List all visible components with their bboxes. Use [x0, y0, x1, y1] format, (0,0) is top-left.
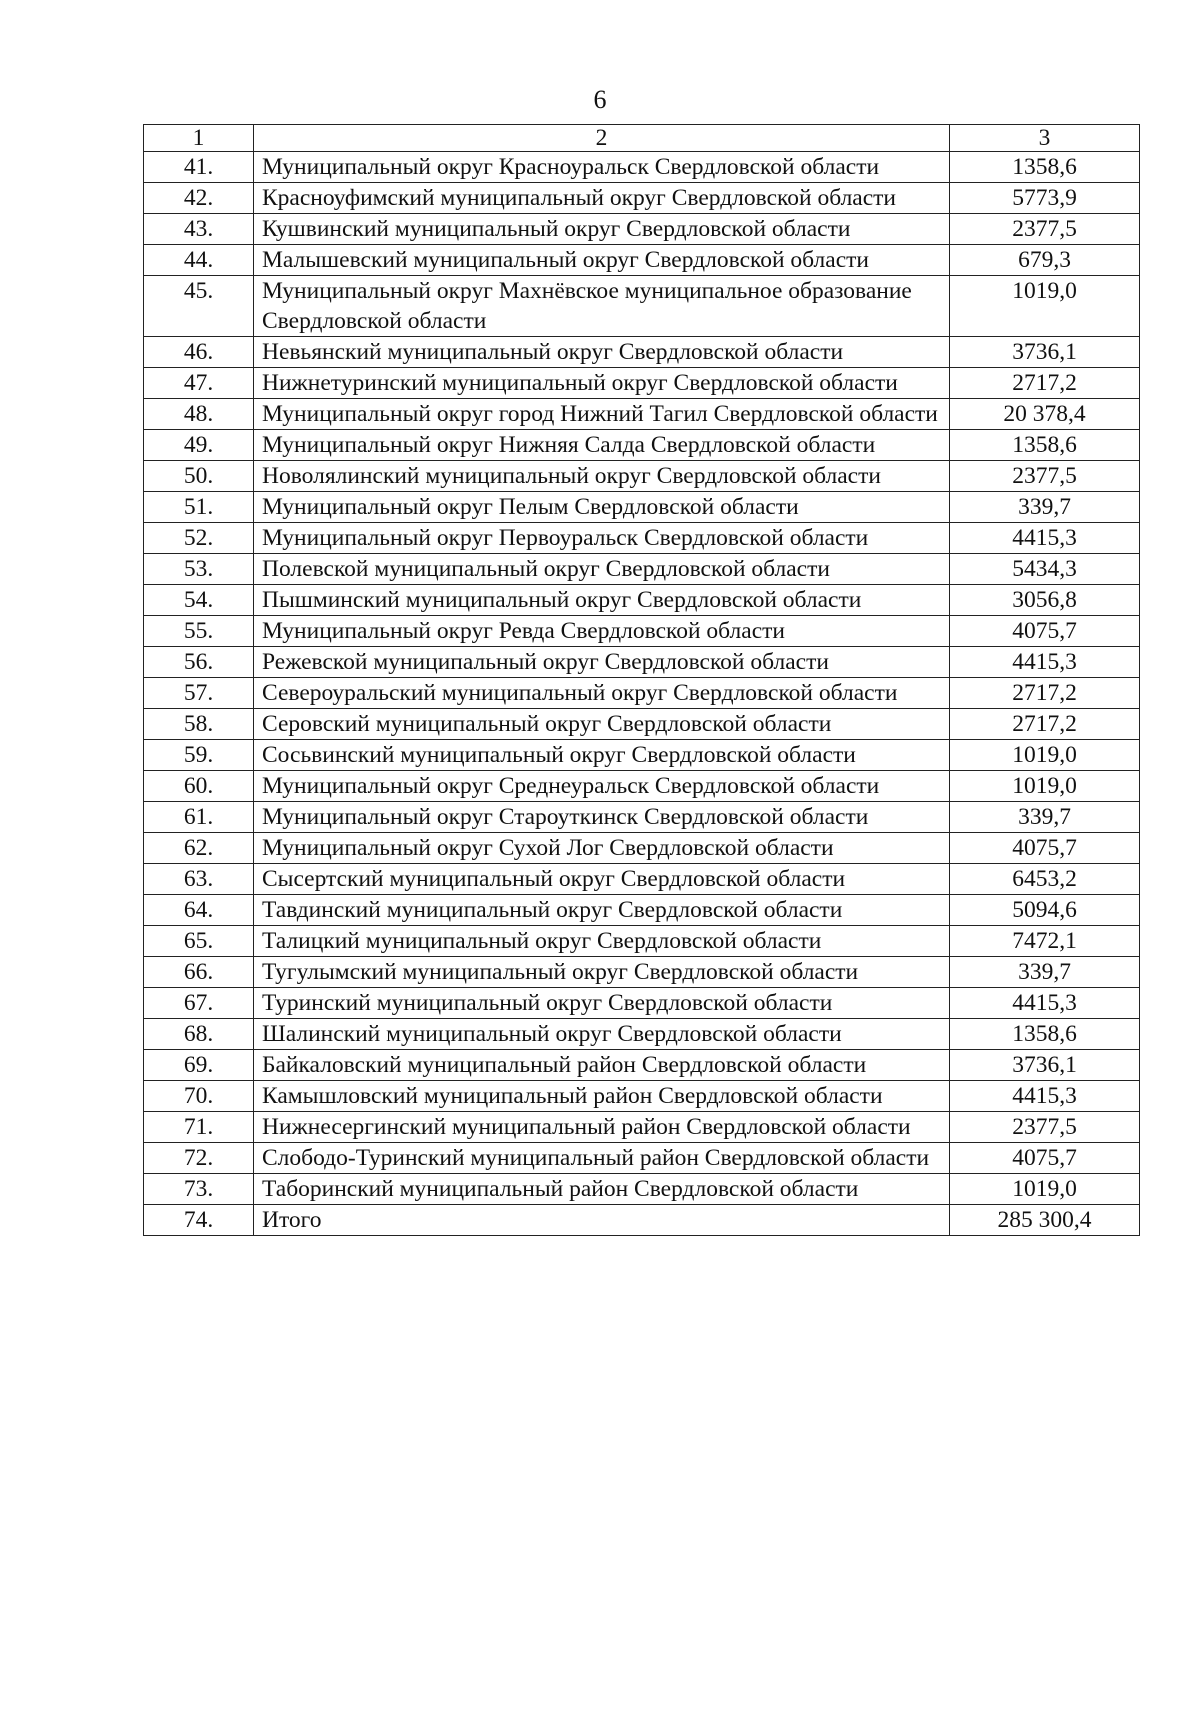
table-row	[144, 616, 1140, 647]
table-row	[144, 771, 1140, 802]
column-header-number: 1	[144, 125, 254, 152]
amount-cell: 2377,5	[950, 214, 1140, 245]
table-row	[144, 337, 1140, 368]
table-row	[144, 461, 1140, 492]
table-row	[144, 988, 1140, 1019]
table-header-row	[144, 125, 1140, 152]
table-row	[144, 214, 1140, 245]
amount-cell: 4415,3	[950, 1081, 1140, 1112]
municipality-name-cell: Муниципальный округ Пелым Свердловской области	[254, 492, 950, 523]
municipality-name-cell: Тугулымский муниципальный округ Свердловской области	[254, 957, 950, 988]
municipality-name-cell: Красноуфимский муниципальный округ Свердловской области	[254, 183, 950, 214]
municipality-name-cell: Нижнесергинский муниципальный район Свердловской области	[254, 1112, 950, 1143]
column-header-name: 2	[254, 125, 950, 152]
row-number-cell: 46.	[144, 337, 254, 368]
table-row	[144, 245, 1140, 276]
municipality-name-cell: Муниципальный округ Сухой Лог Свердловской области	[254, 833, 950, 864]
table-row	[144, 833, 1140, 864]
table-body	[144, 152, 1140, 1236]
amount-cell: 5094,6	[950, 895, 1140, 926]
municipality-name-cell: Североуральский муниципальный округ Свердловской области	[254, 678, 950, 709]
municipality-name-cell: Режевской муниципальный округ Свердловской области	[254, 647, 950, 678]
table-row	[144, 864, 1140, 895]
row-number-cell: 74.	[144, 1205, 254, 1236]
amount-cell: 4075,7	[950, 1143, 1140, 1174]
municipality-name-cell: Муниципальный округ город Нижний Тагил Свердловской области	[254, 399, 950, 430]
table-row	[144, 802, 1140, 833]
row-number-cell: 67.	[144, 988, 254, 1019]
amount-cell: 1358,6	[950, 152, 1140, 183]
municipality-name-cell: Итого	[254, 1205, 950, 1236]
amount-cell: 4075,7	[950, 833, 1140, 864]
municipality-name-cell: Муниципальный округ Махнёвское муниципальное образование Свердловской области	[254, 276, 950, 337]
municipality-name-cell: Камышловский муниципальный район Свердловской области	[254, 1081, 950, 1112]
row-number-cell: 70.	[144, 1081, 254, 1112]
page-number: 6	[593, 85, 607, 114]
table-row	[144, 957, 1140, 988]
municipality-name-cell: Талицкий муниципальный округ Свердловской области	[254, 926, 950, 957]
table-row	[144, 709, 1140, 740]
amount-cell: 1019,0	[950, 276, 1140, 337]
amount-cell: 3736,1	[950, 1050, 1140, 1081]
amount-cell: 1358,6	[950, 430, 1140, 461]
table-row	[144, 1112, 1140, 1143]
table-row	[144, 1050, 1140, 1081]
municipality-name-cell: Пышминский муниципальный округ Свердловской области	[254, 585, 950, 616]
row-number-cell: 64.	[144, 895, 254, 926]
row-number-cell: 60.	[144, 771, 254, 802]
amount-cell: 6453,2	[950, 864, 1140, 895]
table-row	[144, 492, 1140, 523]
municipality-name-cell: Шалинский муниципальный округ Свердловской области	[254, 1019, 950, 1050]
municipality-name-cell: Муниципальный округ Среднеуральск Свердловской области	[254, 771, 950, 802]
table-row	[144, 585, 1140, 616]
amount-cell: 2717,2	[950, 709, 1140, 740]
municipality-name-cell: Малышевский муниципальный округ Свердловской области	[254, 245, 950, 276]
municipality-name-cell: Муниципальный округ Нижняя Салда Свердловской области	[254, 430, 950, 461]
amount-cell: 2377,5	[950, 461, 1140, 492]
table-row	[144, 276, 1140, 337]
amount-cell: 20 378,4	[950, 399, 1140, 430]
row-number-cell: 44.	[144, 245, 254, 276]
row-number-cell: 66.	[144, 957, 254, 988]
amount-cell: 339,7	[950, 957, 1140, 988]
table-row	[144, 1143, 1140, 1174]
row-number-cell: 53.	[144, 554, 254, 585]
row-number-cell: 41.	[144, 152, 254, 183]
row-number-cell: 63.	[144, 864, 254, 895]
municipality-name-cell: Муниципальный округ Староуткинск Свердловской области	[254, 802, 950, 833]
table-row	[144, 368, 1140, 399]
table-row	[144, 183, 1140, 214]
row-number-cell: 49.	[144, 430, 254, 461]
row-number-cell: 56.	[144, 647, 254, 678]
table-row	[144, 740, 1140, 771]
row-number-cell: 48.	[144, 399, 254, 430]
municipality-name-cell: Туринский муниципальный округ Свердловской области	[254, 988, 950, 1019]
table-row	[144, 152, 1140, 183]
amount-cell: 2717,2	[950, 368, 1140, 399]
row-number-cell: 59.	[144, 740, 254, 771]
row-number-cell: 43.	[144, 214, 254, 245]
table-row	[144, 647, 1140, 678]
amount-cell: 4415,3	[950, 647, 1140, 678]
municipality-name-cell: Сысертский муниципальный округ Свердловской области	[254, 864, 950, 895]
table-row	[144, 399, 1140, 430]
municipality-name-cell: Муниципальный округ Ревда Свердловской области	[254, 616, 950, 647]
municipality-name-cell: Слободо-Туринский муниципальный район Свердловской области	[254, 1143, 950, 1174]
table-row	[144, 523, 1140, 554]
table-row	[144, 678, 1140, 709]
table-row	[144, 430, 1140, 461]
table-row	[144, 895, 1140, 926]
municipality-name-cell: Нижнетуринский муниципальный округ Свердловской области	[254, 368, 950, 399]
municipality-name-cell: Таборинский муниципальный район Свердловской области	[254, 1174, 950, 1205]
municipality-name-cell: Новолялинский муниципальный округ Свердловской области	[254, 461, 950, 492]
amount-cell: 2377,5	[950, 1112, 1140, 1143]
row-number-cell: 65.	[144, 926, 254, 957]
amount-cell: 2717,2	[950, 678, 1140, 709]
amount-cell: 4415,3	[950, 523, 1140, 554]
table-row	[144, 1205, 1140, 1236]
municipality-name-cell: Тавдинский муниципальный округ Свердловской области	[254, 895, 950, 926]
amount-cell: 1019,0	[950, 740, 1140, 771]
municipality-name-cell: Полевской муниципальный округ Свердловской области	[254, 554, 950, 585]
amount-cell: 1358,6	[950, 1019, 1140, 1050]
municipality-name-cell: Сосьвинский муниципальный округ Свердловской области	[254, 740, 950, 771]
amount-cell: 7472,1	[950, 926, 1140, 957]
row-number-cell: 52.	[144, 523, 254, 554]
amount-cell: 4075,7	[950, 616, 1140, 647]
amount-cell: 285 300,4	[950, 1205, 1140, 1236]
amount-cell: 339,7	[950, 492, 1140, 523]
table-row	[144, 554, 1140, 585]
table-row	[144, 1174, 1140, 1205]
row-number-cell: 51.	[144, 492, 254, 523]
row-number-cell: 47.	[144, 368, 254, 399]
row-number-cell: 68.	[144, 1019, 254, 1050]
municipality-name-cell: Невьянский муниципальный округ Свердловской области	[254, 337, 950, 368]
row-number-cell: 73.	[144, 1174, 254, 1205]
amount-cell: 4415,3	[950, 988, 1140, 1019]
row-number-cell: 54.	[144, 585, 254, 616]
row-number-cell: 58.	[144, 709, 254, 740]
amount-cell: 3056,8	[950, 585, 1140, 616]
table-row	[144, 1081, 1140, 1112]
allocation-table	[143, 124, 1140, 1236]
row-number-cell: 55.	[144, 616, 254, 647]
amount-cell: 3736,1	[950, 337, 1140, 368]
municipality-name-cell: Серовский муниципальный округ Свердловской области	[254, 709, 950, 740]
table-row	[144, 926, 1140, 957]
row-number-cell: 45.	[144, 276, 254, 337]
table-row	[144, 1019, 1140, 1050]
row-number-cell: 61.	[144, 802, 254, 833]
municipality-name-cell: Байкаловский муниципальный район Свердловской области	[254, 1050, 950, 1081]
row-number-cell: 50.	[144, 461, 254, 492]
row-number-cell: 72.	[144, 1143, 254, 1174]
amount-cell: 5434,3	[950, 554, 1140, 585]
row-number-cell: 71.	[144, 1112, 254, 1143]
row-number-cell: 42.	[144, 183, 254, 214]
municipality-name-cell: Муниципальный округ Первоуральск Свердловской области	[254, 523, 950, 554]
amount-cell: 1019,0	[950, 771, 1140, 802]
amount-cell: 339,7	[950, 802, 1140, 833]
row-number-cell: 62.	[144, 833, 254, 864]
amount-cell: 5773,9	[950, 183, 1140, 214]
row-number-cell: 57.	[144, 678, 254, 709]
municipality-name-cell: Кушвинский муниципальный округ Свердловской области	[254, 214, 950, 245]
municipality-name-cell: Муниципальный округ Красноуральск Свердловской области	[254, 152, 950, 183]
row-number-cell: 69.	[144, 1050, 254, 1081]
amount-cell: 679,3	[950, 245, 1140, 276]
column-header-value: 3	[950, 125, 1140, 152]
amount-cell: 1019,0	[950, 1174, 1140, 1205]
